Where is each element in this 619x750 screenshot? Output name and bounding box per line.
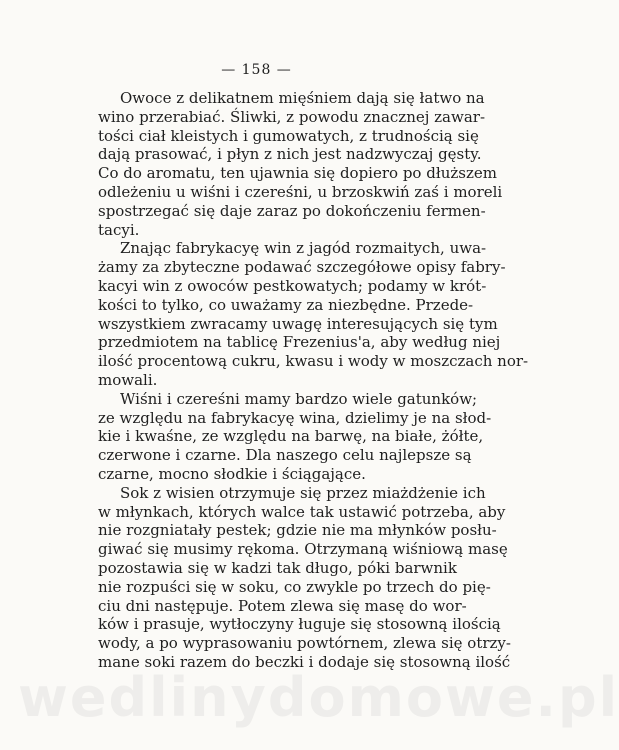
body-text bbox=[98, 89, 529, 672]
text-line: wody, a po wyprasowaniu powtórnem, zlewa się otrzy- bbox=[98, 634, 511, 653]
text-line: mowali. bbox=[98, 370, 158, 389]
text-line: Wiśni i czereśni mamy bardzo wiele gatunków; bbox=[120, 389, 478, 408]
text-line: spostrzegać się daje zaraz po dokończeniu fermen- bbox=[98, 201, 486, 220]
text-line: kacyi win z owoców pestkowatych; podamy w krót- bbox=[98, 276, 487, 295]
text-line: giwać się musimy rękoma. Otrzymaną wiśniową masę bbox=[98, 540, 508, 559]
text-line: Owoce z delikatnem mięśniem dają się łatwo na bbox=[120, 89, 485, 107]
text-line: ilość procentową cukru, kwasu i wody w moszczach nor- bbox=[98, 352, 529, 371]
text-line: ciu dni następuje. Potem zlewa się masę do wor- bbox=[98, 596, 467, 615]
text-line: tości ciał kleistych i gumowatych, z trudnością się bbox=[98, 126, 479, 145]
text-line: kie i kwaśne, ze względu na barwę, na białe, żółte, bbox=[98, 427, 484, 446]
text-line: nie rozpuści się w soku, co zwykle po trzech do pię- bbox=[98, 577, 491, 596]
text-line: Sok z wisien otrzymuje się przez miażdżenie ich bbox=[120, 483, 486, 502]
watermark: wedlinydomowe.pl bbox=[18, 666, 619, 729]
text-line: mane soki razem do beczki i dodaje się stosowną ilość bbox=[98, 652, 511, 671]
text-line: w młynkach, których walce tak ustawić potrzeba, aby bbox=[98, 502, 506, 521]
text-line: ze względu na fabrykacyę wina, dzielimy je na słod- bbox=[98, 408, 492, 427]
text-line: nie rozgniatały pestek; gdzie nie ma młynków posłu- bbox=[98, 521, 497, 540]
text-line: wino przerabiać. Śliwki, z powodu znacznej zawar- bbox=[98, 107, 486, 126]
text-line: Znając fabrykacyę win z jagód rozmaitych, uwa- bbox=[120, 239, 487, 258]
text-line: kości to tylko, co uważamy za niezbędne. Przede- bbox=[98, 295, 474, 314]
text-line: czerwone i czarne. Dla naszego celu najlepsze są bbox=[98, 446, 472, 465]
text-line: Co do aromatu, ten ujawnia się dopiero po dłuższem bbox=[98, 164, 497, 183]
text-line: żamy za zbyteczne podawać szczegółowe opisy fabry- bbox=[98, 258, 506, 277]
text-line: odleżeniu u wiśni i czereśni, u brzoskwiń zaś i moreli bbox=[98, 182, 503, 201]
text-line: pozostawia się w kadzi tak długo, póki barwnik bbox=[98, 558, 457, 577]
text-line: ków i prasuje, wytłoczyny ługuje się stosowną ilością bbox=[98, 615, 501, 634]
text-line: wszystkiem zwracamy uwagę interesujących się tym bbox=[98, 314, 498, 333]
text-line: czarne, mocno słodkie i ściągające. bbox=[98, 464, 366, 483]
text-line: dają prasować, i płyn z nich jest nadzwyczaj gęsty. bbox=[98, 145, 482, 164]
text-line: tacyi. bbox=[98, 220, 140, 239]
page-number: — 158 — bbox=[221, 62, 292, 78]
text-line: przedmiotem na tablicę Frezenius'a, aby według niej bbox=[98, 333, 501, 352]
